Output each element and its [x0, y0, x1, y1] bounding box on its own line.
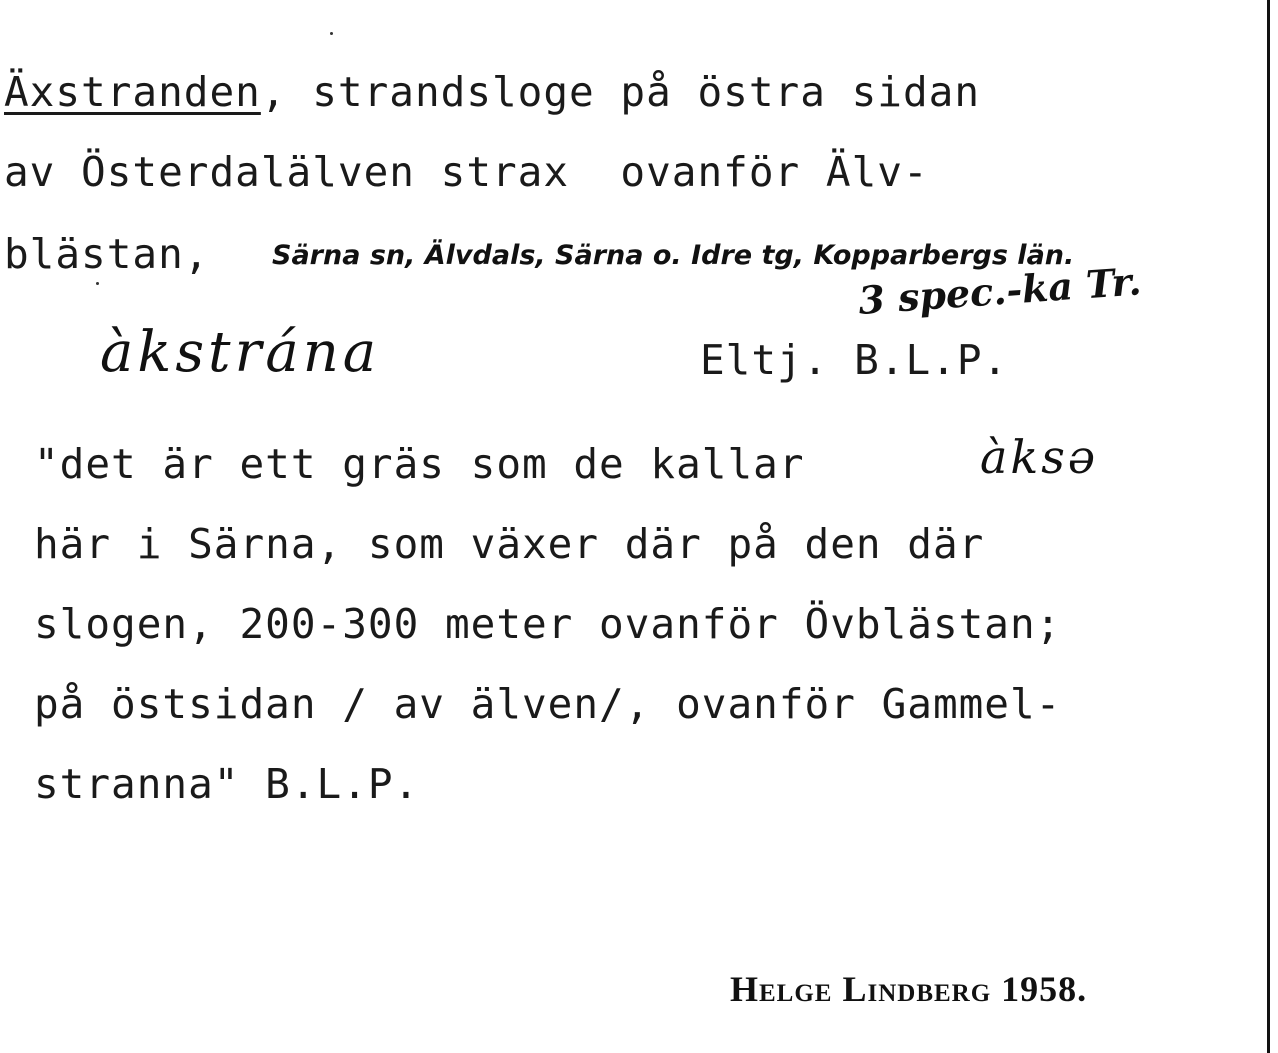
quote-line-2: här i Särna, som växer där på den där	[34, 520, 985, 568]
entry-line-1	[4, 68, 980, 116]
entry-line-3: blästan,	[4, 230, 210, 278]
signature: Helge Lindberg 1958.	[730, 969, 1088, 1009]
quote-line-3: slogen, 200-300 meter ovanför Övblästan;	[34, 600, 1062, 648]
quote-line-5: stranna" B.L.P.	[34, 760, 420, 808]
informant-source: Eltj. B.L.P.	[700, 336, 1009, 384]
entry-line-2: av Österdalälven strax ovanför Älv-	[4, 148, 929, 196]
speck	[330, 32, 333, 35]
handwritten-note: 3 spec.-ka Tr.	[856, 258, 1143, 323]
entry-line-1-rest: , strandsloge på östra sidan	[260, 68, 980, 116]
phonetic-transcription: àkstrána	[100, 320, 381, 385]
quote-line-1: "det är ett gräs som de kallar	[34, 440, 805, 488]
location-stamp: Särna sn, Älvdals, Särna o. Idre tg, Kopparbergs län.	[272, 240, 1075, 271]
quote-phonetic: àksə	[980, 430, 1099, 484]
headword: Äxstranden	[4, 68, 261, 116]
quote-line-4: på östsidan / av älven/, ovanför Gammel-	[34, 680, 1062, 728]
speck	[96, 282, 99, 285]
card-edge-line	[1267, 0, 1270, 1053]
